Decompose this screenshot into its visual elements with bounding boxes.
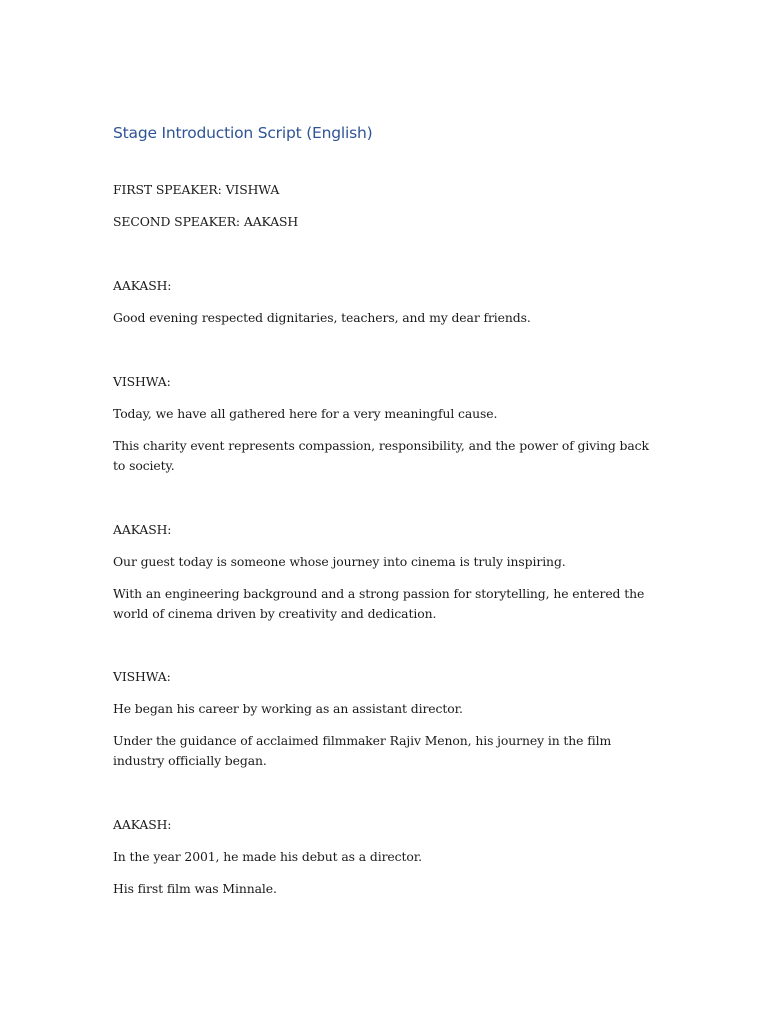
- script-line: Under the guidance of acclaimed filmmaker Rajiv Menon, his journey in the film industry officially began.: [113, 733, 612, 768]
- script-line: Our guest today is someone whose journey into cinema is truly inspiring.: [113, 554, 566, 569]
- speaker-label: AAKASH:: [113, 522, 172, 537]
- speaker-assignment: FIRST SPEAKER: VISHWA: [113, 182, 280, 197]
- speaker-label: VISHWA:: [113, 669, 171, 684]
- script-line: Good evening respected dignitaries, teachers, and my dear friends.: [113, 310, 531, 325]
- page-title: Stage Introduction Script (English): [113, 124, 373, 142]
- script-line: Today, we have all gathered here for a very meaningful cause.: [113, 406, 498, 421]
- script-line: With an engineering background and a strong passion for storytelling, he entered the world of cinema driven by creativity and dedication.: [113, 586, 645, 621]
- script-line: This charity event represents compassion, responsibility, and the power of giving back to society.: [113, 438, 649, 473]
- script-line: He began his career by working as an assistant director.: [113, 701, 463, 716]
- script-line: His first film was Minnale.: [113, 881, 277, 896]
- script-line: In the year 2001, he made his debut as a director.: [113, 849, 423, 864]
- speaker-label: VISHWA:: [113, 374, 171, 389]
- speaker-assignment: SECOND SPEAKER: AAKASH: [113, 214, 299, 229]
- speaker-label: AAKASH:: [113, 278, 172, 293]
- speaker-label: AAKASH:: [113, 817, 172, 832]
